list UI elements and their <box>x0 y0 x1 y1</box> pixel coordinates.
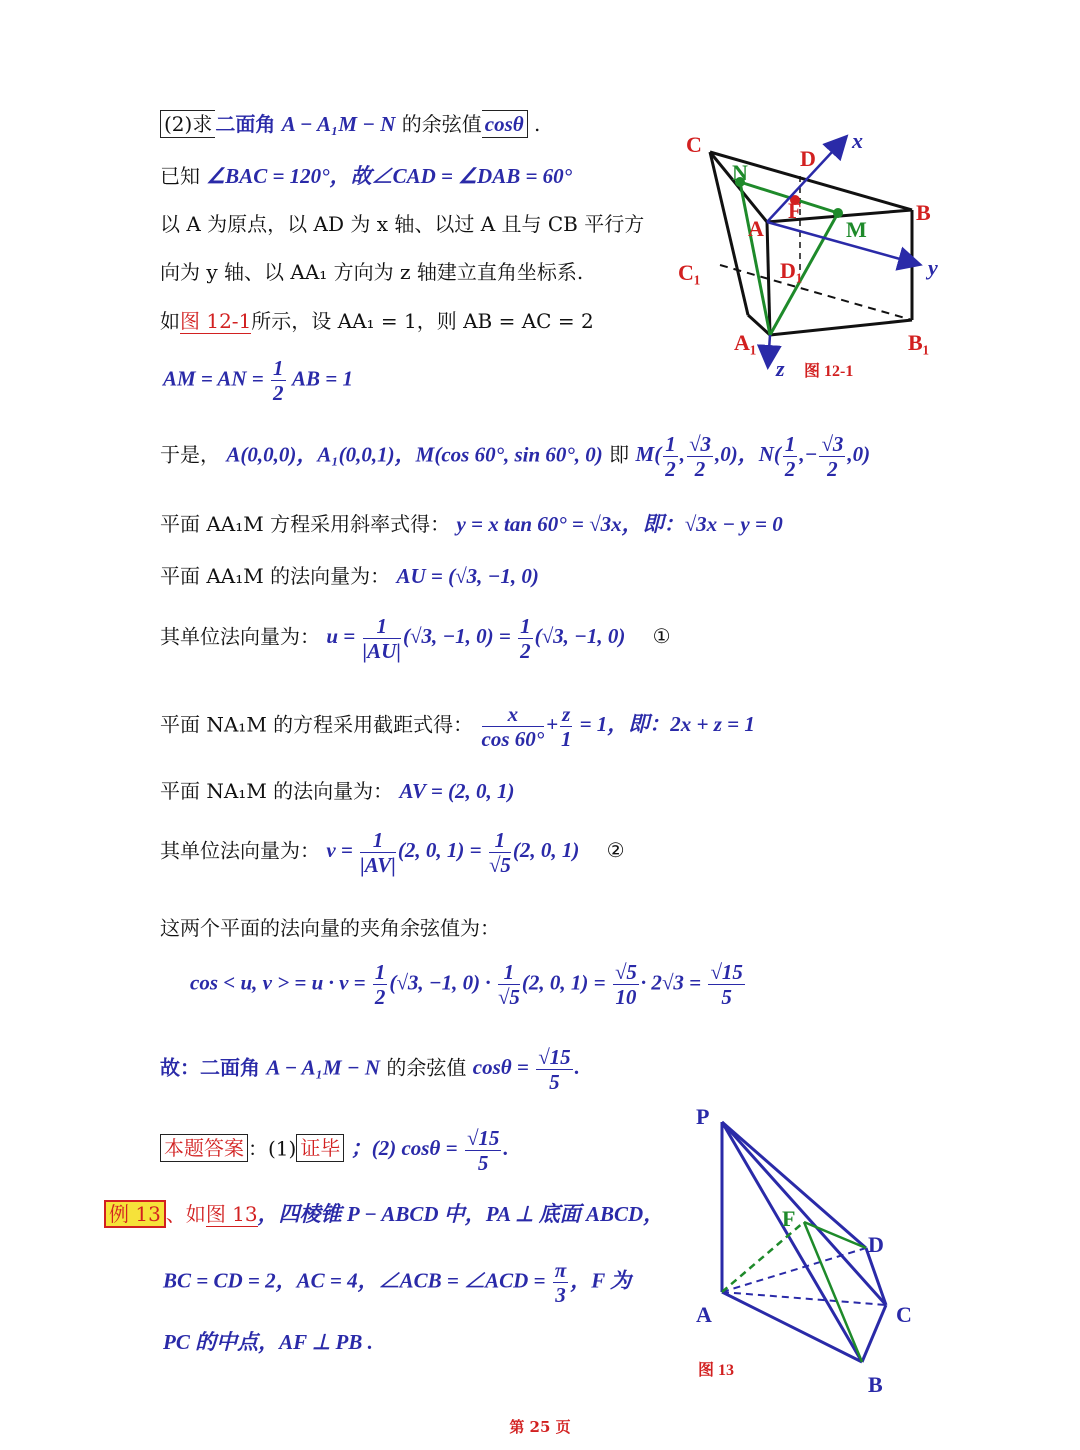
unit1-text: 其单位法向量为： <box>160 624 320 649</box>
coords-n-num2: √3 <box>821 432 844 456</box>
label-M: M <box>846 217 867 242</box>
normal2-line <box>160 775 515 804</box>
cos-f1n: 1 <box>374 960 386 984</box>
unit2-mid: (2, 0, 1) = <box>397 838 482 863</box>
conclusion-den: 5 <box>549 1070 560 1095</box>
conclusion-line <box>160 1045 580 1094</box>
figure-13 <box>690 1100 930 1400</box>
cos-f3n: √5 <box>614 960 637 984</box>
example13-line1 <box>104 1198 664 1228</box>
answer-den: 5 <box>477 1151 489 1176</box>
am-an-den: 2 <box>273 381 284 406</box>
coords-n-mid: ,− <box>799 442 818 467</box>
unit1-fnum2: 1 <box>520 614 531 638</box>
coords-line: 于是， A(0,0,0)，A₁(0,0,1)，M(cos 60°, sin 60°, 0) 即 M( $\frac{1}{2}$ , $\frac{√3}{2}$ ,0)，N( $\frac{1}{2}$ ,− $\frac{√3}{2}$ ,0) <box>160 432 871 482</box>
conclusion-end: . <box>574 1055 580 1080</box>
unit1-line <box>160 614 671 663</box>
setup-post: 所示，设 AA₁ = 1，则 AB = AC = 2 <box>251 309 594 333</box>
am-an-left: AM = AN = <box>163 366 264 391</box>
unit1-u: u = <box>326 624 356 649</box>
question-body: 二面角 <box>215 112 276 136</box>
unit1-end: (√3, −1, 0) <box>534 624 626 649</box>
figure-12-1 <box>660 120 960 390</box>
answer-end: . <box>503 1136 509 1161</box>
answer-line <box>160 1126 509 1175</box>
unit2-end: (2, 0, 1) <box>512 838 580 863</box>
normal1-math: AU = (√3, −1, 0) <box>396 564 539 588</box>
coords-m-pre: M( <box>635 442 662 467</box>
question-angle: A − A₁M − N <box>281 112 396 136</box>
cos-f3d: 10 <box>615 985 637 1010</box>
unit1-fden2: 2 <box>520 639 531 664</box>
label-B: B <box>916 200 931 225</box>
conclusion-cos: cosθ = <box>472 1055 529 1080</box>
normal1-line <box>160 560 539 589</box>
cos-intro: 这两个平面的法向量的夹角余弦值为： <box>160 916 500 940</box>
coords-n-post: ,0) <box>847 442 871 467</box>
am-an-num: 1 <box>273 356 284 380</box>
coords-a: A(0,0,0)，A₁(0,0,1)，M(cos 60°, sin 60°, 0) <box>226 442 603 467</box>
coords-m-den1: 2 <box>665 457 676 482</box>
cos-f1d: 2 <box>374 985 386 1010</box>
plane2-fden2: 1 <box>560 727 572 752</box>
cos-f4d: 5 <box>721 985 732 1010</box>
label-x: x <box>852 128 863 153</box>
label-P: P <box>696 1104 710 1129</box>
label-D: D <box>800 146 816 171</box>
example13-line2-math: BC = CD = 2，AC = 4，∠ACB = ∠ACD = <box>163 1268 546 1293</box>
coords-m-den2: 2 <box>694 457 706 482</box>
plane2-eq: = 1，即：2x + z = 1 <box>579 712 755 737</box>
cos-f2n: 1 <box>498 960 520 985</box>
label-D1: D₁ <box>780 258 803 283</box>
page-number: 第 25 页 <box>509 1418 571 1436</box>
line-AF-hidden <box>722 1222 804 1292</box>
example13-line3: PC 的中点，AF ⊥ PB . <box>163 1330 373 1354</box>
label-C: C <box>686 132 702 157</box>
conclusion-num: √15 <box>538 1045 571 1069</box>
coords-pre: 于是， <box>160 442 220 467</box>
setup-line <box>160 305 594 334</box>
unit2-fnum: 1 <box>360 828 396 853</box>
conclusion-pre: 故：二面角 <box>160 1055 260 1080</box>
unit2-fden: |AV| <box>360 853 396 878</box>
label-N: N <box>732 160 748 185</box>
answer-num: √15 <box>466 1126 500 1150</box>
coords-n-den2: 2 <box>827 457 838 482</box>
coords-m-num2: √3 <box>688 432 711 456</box>
plane1-math: y = x tan 60° = √3x，即：√3x − y = 0 <box>456 512 783 536</box>
label-y: y <box>928 255 938 280</box>
label-B13: B <box>868 1372 883 1397</box>
edge-C1B1-hidden <box>720 265 912 320</box>
am-an-right: AB = 1 <box>292 366 353 391</box>
given-line <box>160 160 572 190</box>
unit2-tag: ② <box>606 838 625 863</box>
coords-m-post: ,0)，N( <box>714 442 781 467</box>
coord-setup-line2: 向为 y 轴、以 AA₁ 方向为 z 轴建立直角坐标系. <box>160 260 584 284</box>
question-tail: 的余弦值 <box>401 112 482 136</box>
normal1-text: 平面 AA₁M 的法向量为： <box>160 564 391 588</box>
normal2-text: 平面 NA₁M 的法向量为： <box>160 779 394 803</box>
unit2-text: 其单位法向量为： <box>160 838 320 863</box>
label-B1: B₁ <box>908 330 930 355</box>
unit2-line <box>160 828 625 877</box>
unit1-fnum: 1 <box>363 614 401 639</box>
cos-f4n: √15 <box>710 960 743 984</box>
plane2-fden1: cos 60° <box>481 727 545 752</box>
unit1-tag: ① <box>652 624 671 649</box>
label-F: F <box>788 198 802 223</box>
edge-PC <box>722 1122 886 1305</box>
plane2-plus: + <box>546 712 559 737</box>
coords-ji: 即 <box>609 442 630 467</box>
coord-setup-line1: 以 A 为原点，以 AD 为 x 轴、以过 A 且与 CB 平行方 <box>160 212 645 236</box>
answer-label: 本题答案 <box>160 1134 248 1162</box>
answer-proof: 证毕 <box>296 1134 344 1162</box>
example13-line2 <box>163 1258 631 1307</box>
edge-CB <box>862 1305 886 1362</box>
given-math: ∠BAC = 120°，故∠CAD = ∠DAB = 60° <box>206 164 573 188</box>
coords-n-den1: 2 <box>784 457 796 482</box>
cos-m1: (√3, −1, 0) · <box>389 970 491 995</box>
example13-intro-pre: 、如 <box>165 1202 206 1226</box>
plane2-fnum1: x <box>482 702 545 727</box>
am-an-line <box>163 356 353 405</box>
conclusion-mid: 的余弦值 <box>386 1055 467 1080</box>
unit2-fnum2: 1 <box>489 828 511 853</box>
unit2-v: v = <box>326 838 353 863</box>
figure-13-caption: 图 13 <box>698 1362 735 1379</box>
unit2-fden2: √5 <box>488 853 511 878</box>
example13-line2-end: ，F 为 <box>570 1268 632 1293</box>
label-A13: A <box>696 1302 712 1327</box>
label-D13: D <box>868 1232 884 1257</box>
label-z: z <box>776 356 785 381</box>
example13-pi-den: 3 <box>555 1283 566 1308</box>
conclusion-angle: A − A₁M − N <box>266 1055 381 1080</box>
label-C1: C₁ <box>678 260 701 285</box>
label-A1: A₁ <box>734 330 757 355</box>
figure-12-ref-link[interactable]: 图 12-1 <box>180 309 252 333</box>
question-number: (2)求 <box>160 110 215 138</box>
axis-z <box>768 335 770 365</box>
point-M <box>833 208 843 218</box>
setup-pre: 如 <box>160 309 180 333</box>
figure-13-ref-link[interactable]: 图 13 <box>205 1202 258 1226</box>
question-2: (2)求 二面角 A − A₁M − N 的余弦值 cosθ . <box>160 108 540 137</box>
plane1-line <box>160 508 783 538</box>
label-C13: C <box>896 1302 912 1327</box>
label-F13: F <box>782 1206 796 1231</box>
plane2-text: 平面 NA₁M 的方程采用截距式得： <box>160 712 474 737</box>
example13-pi: π <box>554 1258 567 1282</box>
edge-AD-hidden <box>722 1248 866 1292</box>
unit1-mid: (√3, −1, 0) = <box>402 624 511 649</box>
edge-A1B1 <box>770 320 912 335</box>
answer-colon: ：(1) <box>248 1136 297 1161</box>
coords-n-num1: 1 <box>784 432 796 456</box>
given-text: 已知 <box>160 164 200 188</box>
plane2-line <box>160 702 755 751</box>
coords-m-num1: 1 <box>665 432 676 456</box>
cos-m3: · 2√3 = <box>640 970 702 995</box>
normal2-math: AV = (2, 0, 1) <box>399 779 515 803</box>
example13-intro-post: ，四棱锥 P − ABCD 中，PA ⊥ 底面 ABCD， <box>257 1202 665 1226</box>
cos-f2d: √5 <box>497 985 520 1010</box>
cos-m2: (2, 0, 1) = <box>521 970 606 995</box>
unit1-fden: |AU| <box>362 639 401 664</box>
label-A: A <box>748 216 764 241</box>
plane2-fnum2: z <box>562 702 571 726</box>
question-cos: cosθ <box>482 110 528 138</box>
figure-12-caption: 图 12-1 <box>804 363 854 380</box>
cos-formula <box>190 960 747 1009</box>
plane1-text: 平面 AA₁M 方程采用斜率式得： <box>160 512 451 536</box>
example13-label: 例 13 <box>104 1200 166 1228</box>
cos-lhs: cos < u, v > = u · v = <box>190 970 366 995</box>
answer-p2: ；(2) cosθ = <box>350 1136 458 1161</box>
